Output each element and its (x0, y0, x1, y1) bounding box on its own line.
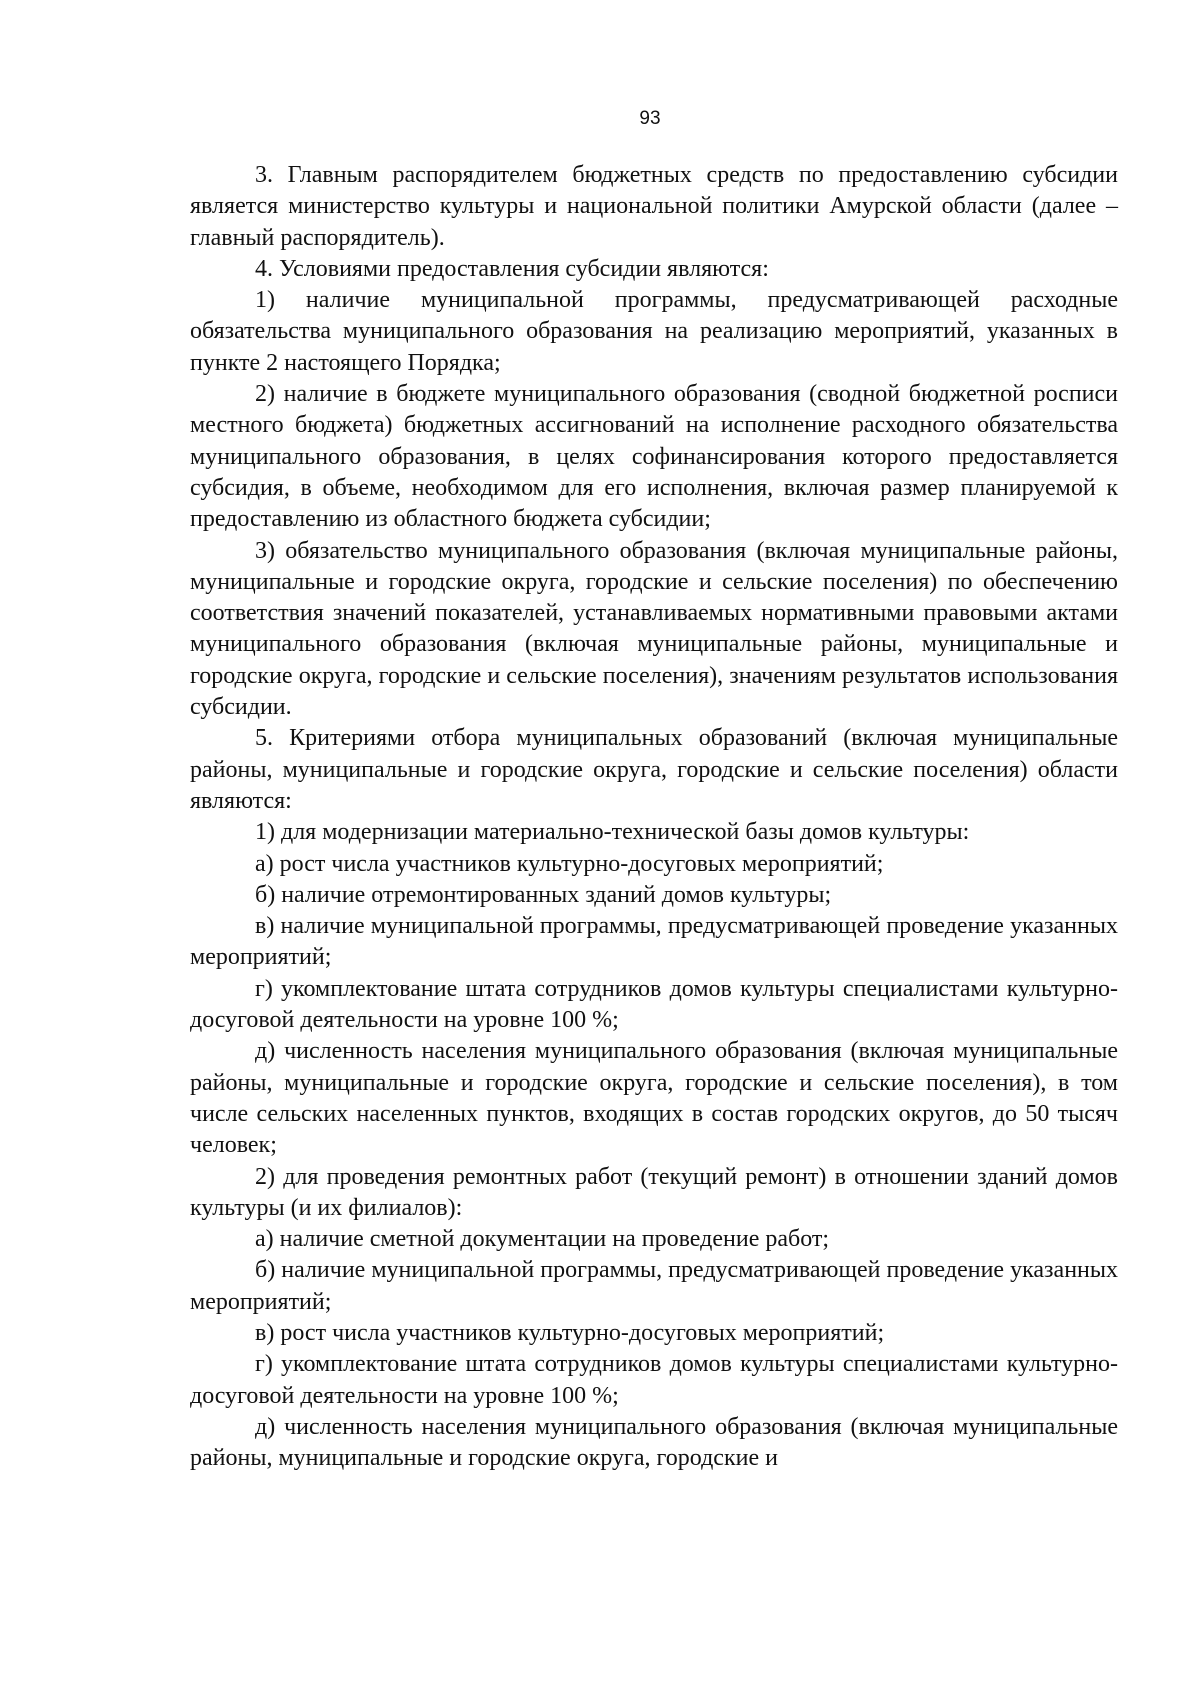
paragraph-subitem-4-3: 3) обязательство муниципального образования (включая муниципальные районы, муниципальные и городские округа, городские и сельские поселения) по обеспечению соответствия значений показателей, устанавливаемых нормативными правовыми актами муниципального образования (включая муниципальные районы, муниципальные и городские округа, городские и сельские поселения), значениям результатов использования субсидии. (190, 537, 1118, 721)
paragraph-criterion-5-1-d: д) численность населения муниципального образования (включая муниципальные районы, муниципальные и городские округа, городские и сельские поселения), в том числе сельских населенных пунктов, входящих в состав городских округов, до 50 тысяч человек; (190, 1038, 1118, 1159)
paragraph-criterion-5-2-g: г) укомплектование штата сотрудников домов культуры специалистами культурно-досуговой деятельности на уровне 100 %; (190, 1351, 1118, 1409)
paragraph-item-4: 4. Условиями предоставления субсидии являются: (255, 255, 769, 282)
paragraph-criterion-5-1-v: в) наличие муниципальной программы, предусматривающей проведение указанных мероприятий; (190, 913, 1118, 971)
paragraph-criterion-5-1-g: г) укомплектование штата сотрудников домов культуры специалистами культурно-досуговой деятельности на уровне 100 %; (190, 975, 1118, 1034)
paragraph-criterion-5-2-d: д) численность населения муниципального образования (включая муниципальные районы, муниципальные и городские округа, городские и (190, 1413, 1118, 1472)
paragraph-criterion-5-1-b: б) наличие отремонтированных зданий домов культуры; (255, 881, 832, 908)
paragraph-criterion-5-2-v: в) рост числа участников культурно-досуговых мероприятий; (255, 1319, 885, 1346)
paragraph-criterion-5-2-a: а) наличие сметной документации на проведение работ; (255, 1226, 830, 1253)
paragraph-criterion-5-2-b: б) наличие муниципальной программы, предусматривающей проведение указанных мероприятий; (190, 1257, 1118, 1315)
paragraph-subitem-4-1: 1) наличие муниципальной программы, предусматривающей расходные обязательства муниципального образования на реализацию мероприятий, указанных в пункте 2 настоящего Порядка; (190, 287, 1118, 376)
paragraph-subitem-5-1: 1) для модернизации материально-технической базы домов культуры: (255, 819, 970, 846)
paragraph-subitem-5-2: 2) для проведения ремонтных работ (текущий ремонт) в отношении зданий домов культуры (и их филиалов): (190, 1163, 1118, 1221)
paragraph-criterion-5-1-a: а) рост числа участников культурно-досуговых мероприятий; (255, 850, 884, 877)
paragraph-item-5: 5. Критериями отбора муниципальных образований (включая муниципальные районы, муниципальные и городские округа, городские и сельские поселения) области являются: (190, 725, 1118, 814)
document-body (190, 160, 1118, 1474)
page-number: 93 (639, 108, 661, 129)
paragraph-item-3: 3. Главным распорядителем бюджетных средств по предоставлению субсидии является министерство культуры и национальной политики Амурской области (далее – главный распорядитель). (190, 162, 1118, 251)
paragraph-subitem-4-2: 2) наличие в бюджете муниципального образования (сводной бюджетной росписи местного бюджета) бюджетных ассигнований на исполнение расходного обязательства муниципального образования, в целях софинансирования которого предоставляется субсидия, в объеме, необходимом для его исполнения, включая размер планируемой к предоставлению из областного бюджета субсидии; (190, 381, 1118, 533)
